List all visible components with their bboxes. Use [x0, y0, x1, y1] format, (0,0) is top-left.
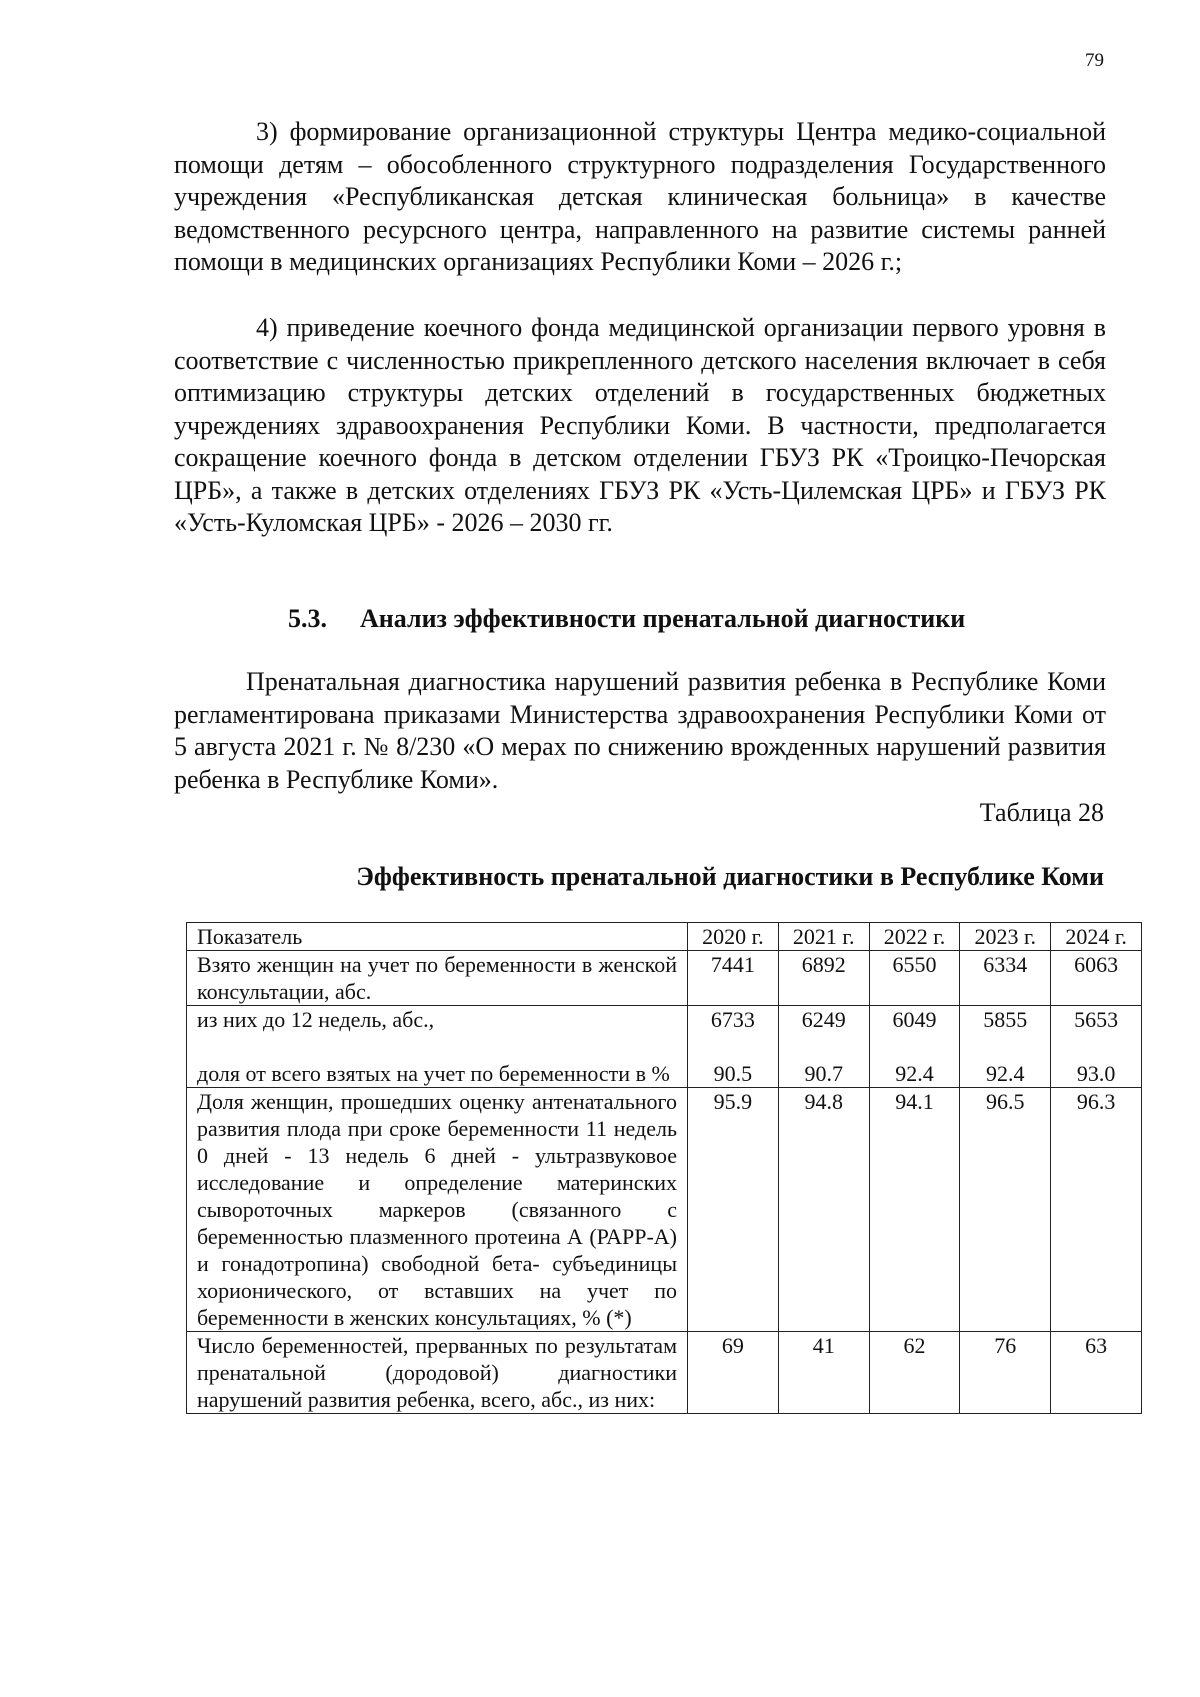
row-value: 62: [869, 1332, 960, 1414]
prenatal-efficiency-table: [186, 922, 1142, 1414]
table-label: Таблица 28: [979, 798, 1104, 827]
header-year: 2021 г.: [778, 923, 869, 951]
row-value: 6892: [778, 951, 869, 1006]
row-value: 94.1: [869, 1088, 960, 1332]
table-row: [187, 1006, 1142, 1088]
row-value: 6550: [869, 951, 960, 1006]
table-row: [187, 951, 1142, 1006]
section-heading: [288, 604, 965, 634]
row-value: 95.9: [688, 1088, 779, 1332]
row-value: 76: [960, 1332, 1051, 1414]
row-value: 5855: [983, 1007, 1028, 1032]
paragraph-text: Пренатальная диагностика нарушений развития ребенка в Республике Коми регламентирована приказами Министерства здравоохранения Республики Коми от 5 августа 2021 г. № 8/230 «О мерах по снижению врожденных нарушений развития ребенка в Республике Коми».: [174, 667, 1106, 794]
row-value-share: 92.4: [895, 1061, 934, 1086]
row-indicator-cell: [187, 1006, 688, 1088]
row-indicator: Число беременностей, прерванных по результатам пренатальной (дородовой) диагностики нарушений развития ребенка, всего, абс., из них:: [187, 1332, 688, 1414]
row-value: 6249: [801, 1007, 846, 1032]
row-value: 5653: [1074, 1007, 1119, 1032]
header-year: 2020 г.: [688, 923, 779, 951]
header-indicator: Показатель: [187, 923, 688, 951]
row-value: 69: [688, 1332, 779, 1414]
section-title: Анализ эффективности пренатальной диагностики: [360, 604, 966, 633]
row-value: 96.5: [960, 1088, 1051, 1332]
row-value-cell: [778, 1006, 869, 1088]
row-indicator: из них до 12 недель, абс.,: [197, 1007, 435, 1032]
page-number: 79: [1085, 50, 1104, 71]
row-value: 6733: [710, 1007, 755, 1032]
row-value-cell: [869, 1006, 960, 1088]
row-value-share: 90.7: [804, 1061, 843, 1086]
row-value-cell: [688, 1006, 779, 1088]
row-value-share: 93.0: [1076, 1061, 1116, 1086]
row-indicator: Доля женщин, прошедших оценку антенатального развития плода при сроке беременности 11 недель 0 дней - 13 недель 6 дней - ультразвуковое исследование и определение материнских сывороточных маркеров (связанного с беременностью плазменного протеина А (РАРР-А) и гонадотропина) свободной бета- субъединицы хорионического, от вставших на учет по беременности в женских консультациях, % (*): [187, 1088, 688, 1332]
table-row: [187, 1088, 1142, 1332]
row-value-share: 92.4: [986, 1061, 1025, 1086]
header-year: 2022 г.: [869, 923, 960, 951]
paragraph-text: 3) формирование организационной структуры Центра медико-социальной помощи детям – обособленного структурного подразделения Государственного учреждения «Республиканская детская клиническая больница» в качестве ведомственного ресурсного центра, направленного на развитие системы ранней помощи в медицинских организациях Республики Коми – 2026 г.;: [174, 117, 1106, 276]
row-value: 6063: [1051, 951, 1142, 1006]
section-number: 5.3.: [288, 604, 327, 633]
paragraph-prenatal-regulation: [174, 666, 1106, 796]
table-row: [187, 1332, 1142, 1414]
row-indicator-share: доля от всего взятых на учет по беременности в %: [197, 1061, 670, 1086]
row-value: 63: [1051, 1332, 1142, 1414]
header-year: 2024 г.: [1051, 923, 1142, 951]
row-value: 96.3: [1051, 1088, 1142, 1332]
row-value: 7441: [688, 951, 779, 1006]
row-value: 6049: [892, 1007, 937, 1032]
table-title: Эффективность пренатальной диагностики в Республике Коми: [356, 862, 1104, 891]
paragraph-text: 4) приведение коечного фонда медицинской организации первого уровня в соответствие с численностью прикрепленного детского населения включает в себя оптимизацию структуры детских отделений в государственных бюджетных учреждениях здравоохранения Республики Коми. В частности, предполагается сокращение коечного фонда в детском отделении ГБУЗ РК «Троицко-Печорская ЦРБ», а также в детских отделениях ГБУЗ РК «Усть-Цилемская ЦРБ» и ГБУЗ РК «Усть-Куломская ЦРБ» - 2026 – 2030 гг.: [174, 313, 1106, 537]
paragraph-resource-center: [174, 116, 1106, 279]
row-value-cell: [1051, 1006, 1142, 1088]
table-header-row: [187, 923, 1142, 951]
row-value: 41: [778, 1332, 869, 1414]
row-indicator: Взято женщин на учет по беременности в женской консультации, абс.: [187, 951, 688, 1006]
header-year: 2023 г.: [960, 923, 1051, 951]
paragraph-bed-fund: [174, 312, 1106, 540]
row-value: 6334: [960, 951, 1051, 1006]
row-value: 94.8: [778, 1088, 869, 1332]
row-value-share: 90.5: [713, 1061, 753, 1086]
row-value-cell: [960, 1006, 1051, 1088]
